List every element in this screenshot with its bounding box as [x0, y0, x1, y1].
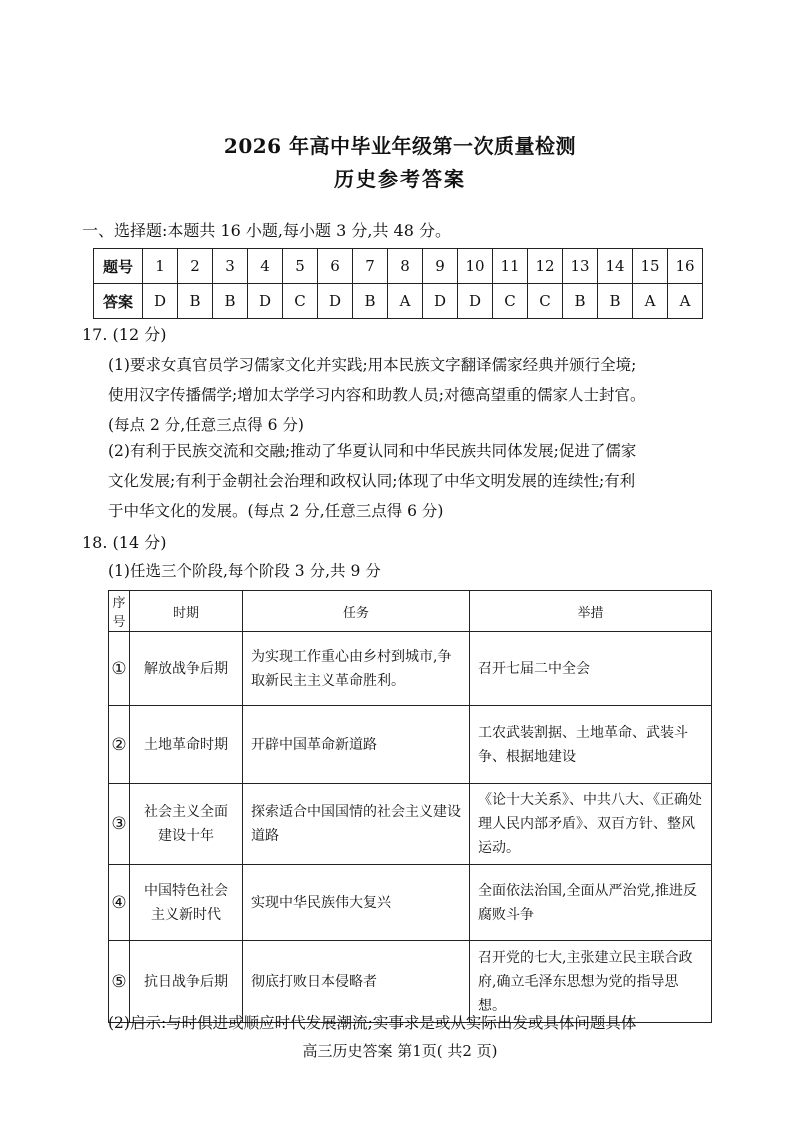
q17-part1-line: 使用汉字传播儒学;增加太学学习内容和助教人员;对德高望重的儒家人士封官。 [108, 386, 646, 404]
row-measure: 全面依法治国,全面从严治党,推进反腐败斗争 [470, 865, 712, 941]
row-number: ② [109, 706, 130, 784]
row-period: 抗日战争后期 [130, 941, 243, 1023]
question-number: 2 [178, 249, 213, 284]
answer-cell: B [353, 284, 388, 319]
row-period: 中国特色社会主义新时代 [130, 865, 243, 941]
q17-part2-line: 文化发展;有利于金朝社会治理和政权认同;体现了中华文明发展的连续性;有利 [108, 472, 636, 490]
row-task: 探索适合中国国情的社会主义建设道路 [243, 784, 470, 865]
page-title: 2026 年高中毕业年级第一次质量检测 [223, 134, 577, 158]
answer-cell: C [528, 284, 563, 319]
row-task: 开辟中国革命新道路 [243, 706, 470, 784]
row-period: 土地革命时期 [130, 706, 243, 784]
row-measure: 召开七届二中全会 [470, 632, 712, 706]
question-number: 11 [493, 249, 528, 284]
question-number: 10 [458, 249, 493, 284]
answer-cell: D [458, 284, 493, 319]
row-number: ① [109, 632, 130, 706]
row-measure: 工农武装割据、土地革命、武装斗争、根据地建设 [470, 706, 712, 784]
answer-cell: D [248, 284, 283, 319]
answer-cell: B [598, 284, 633, 319]
q17-part2 [108, 436, 718, 526]
page-subtitle: 历史参考答案 [334, 167, 466, 191]
section1-heading: 一、选择题:本题共 16 小题,每小题 3 分,共 48 分。 [82, 221, 451, 240]
table-row [109, 706, 712, 784]
question-number: 4 [248, 249, 283, 284]
row-label-answer: 答案 [94, 284, 143, 319]
row-measure: 《论十大关系》、中共八大、《正确处理人民内部矛盾》、双百方针、整风运动。 [470, 784, 712, 865]
table-row [109, 865, 712, 941]
q17-part1-line: (每点 2 分,任意三点得 6 分) [108, 416, 304, 434]
row-period: 社会主义全面建设十年 [130, 784, 243, 865]
row-number: ③ [109, 784, 130, 865]
answer-cell: D [318, 284, 353, 319]
table-row [109, 784, 712, 865]
q17-part1-line: (1)要求女真官员学习儒家文化并实践;用本民族文字翻译儒家经典并颁行全境; [108, 356, 637, 374]
question-number: 9 [423, 249, 458, 284]
question-number: 1 [143, 249, 178, 284]
answer-cell: C [283, 284, 318, 319]
question-number: 15 [633, 249, 668, 284]
table-row [109, 632, 712, 706]
question-number: 7 [353, 249, 388, 284]
row-label-number: 题号 [94, 249, 143, 284]
question-number: 6 [318, 249, 353, 284]
row-number: ⑤ [109, 941, 130, 1023]
q18-part2: (2)启示:与时俱进或顺应时代发展潮流;实事求是或从实际出发或具体问题具体 [108, 1014, 637, 1032]
col-header-period: 时期 [130, 591, 243, 632]
answer-cell: B [213, 284, 248, 319]
q18-part1-intro: (1)任选三个阶段,每个阶段 3 分,共 9 分 [108, 562, 381, 580]
row-period: 解放战争后期 [130, 632, 243, 706]
answer-row [94, 284, 703, 319]
question-number: 8 [388, 249, 423, 284]
q18-stage-table [108, 590, 712, 1023]
question-number: 3 [213, 249, 248, 284]
multiple-choice-answer-table [93, 248, 703, 319]
answer-cell: B [178, 284, 213, 319]
row-measure: 召开党的七大,主张建立民主联合政府,确立毛泽东思想为党的指导思想。 [470, 941, 712, 1023]
q18-table-header [109, 591, 712, 632]
question-number: 12 [528, 249, 563, 284]
col-header-task: 任务 [243, 591, 470, 632]
q18-heading: 18. (14 分) [82, 533, 167, 552]
row-number: ④ [109, 865, 130, 941]
answer-cell: B [563, 284, 598, 319]
question-number-row [94, 249, 703, 284]
row-task: 彻底打败日本侵略者 [243, 941, 470, 1023]
q17-part2-line: 于中华文化的发展。(每点 2 分,任意三点得 6 分) [108, 502, 444, 520]
question-number: 14 [598, 249, 633, 284]
answer-cell: C [493, 284, 528, 319]
question-number: 5 [283, 249, 318, 284]
answer-cell: A [633, 284, 668, 319]
q17-part1 [108, 350, 718, 440]
answer-cell: D [423, 284, 458, 319]
question-number: 16 [668, 249, 703, 284]
row-task: 为实现工作重心由乡村到城市,争取新民主主义革命胜利。 [243, 632, 470, 706]
q17-part2-line: (2)有利于民族交流和交融;推动了华夏认同和中华民族共同体发展;促进了儒家 [108, 442, 637, 460]
answer-cell: D [143, 284, 178, 319]
page-footer: 高三历史答案 第1页( 共2 页) [302, 1042, 498, 1060]
question-number: 13 [563, 249, 598, 284]
col-header-no: 序号 [109, 591, 130, 632]
col-header-measure: 举措 [470, 591, 712, 632]
row-task: 实现中华民族伟大复兴 [243, 865, 470, 941]
answer-cell: A [388, 284, 423, 319]
q17-heading: 17. (12 分) [82, 325, 167, 344]
answer-cell: A [668, 284, 703, 319]
